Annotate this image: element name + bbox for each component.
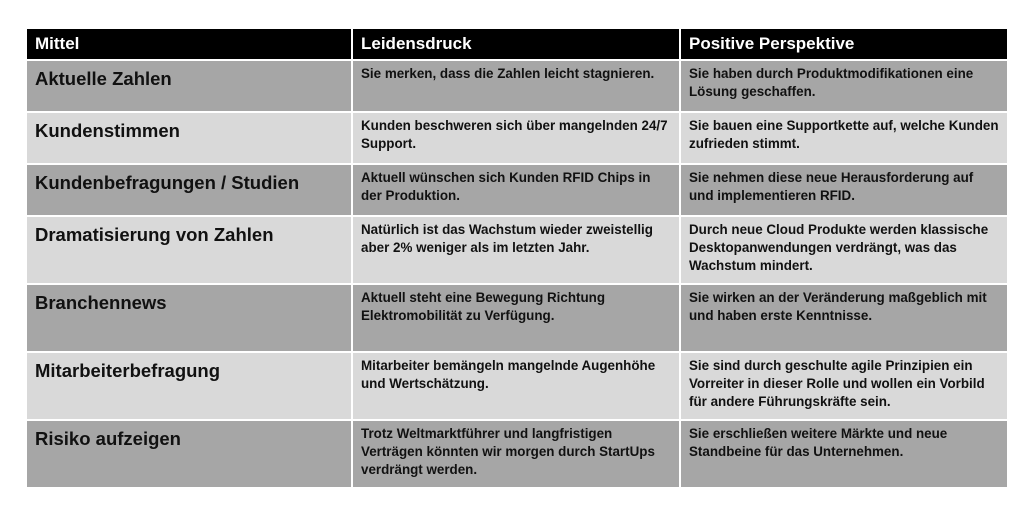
perspektive-cell: Durch neue Cloud Produkte werden klassische Desktopanwendungen verdrängt, was das Wachstum mindert. bbox=[681, 217, 1007, 283]
table-row bbox=[27, 61, 1007, 111]
table-row bbox=[27, 217, 1007, 283]
table-row bbox=[27, 421, 1007, 487]
perspektive-cell: Sie nehmen diese neue Herausforderung auf und implementieren RFID. bbox=[681, 165, 1007, 215]
mittel-cell: Aktuelle Zahlen bbox=[27, 61, 351, 111]
table-row bbox=[27, 285, 1007, 351]
leidensdruck-cell: Trotz Weltmarktführer und langfristigen Verträgen könnten wir morgen durch StartUps verdrängt werden. bbox=[353, 421, 679, 487]
leidensdruck-cell: Aktuell steht eine Bewegung Richtung Elektromobilität zu Verfügung. bbox=[353, 285, 679, 351]
perspektive-cell: Sie wirken an der Veränderung maßgeblich mit und haben erste Kenntnisse. bbox=[681, 285, 1007, 351]
mittel-cell: Branchennews bbox=[27, 285, 351, 351]
mittel-cell: Kundenbefragungen / Studien bbox=[27, 165, 351, 215]
header-leidensdruck: Leidensdruck bbox=[353, 29, 679, 59]
leidensdruck-cell: Kunden beschweren sich über mangelnden 24/7 Support. bbox=[353, 113, 679, 163]
mittel-table bbox=[25, 27, 1009, 489]
perspektive-cell: Sie haben durch Produktmodifikationen eine Lösung geschaffen. bbox=[681, 61, 1007, 111]
perspektive-cell: Sie erschließen weitere Märkte und neue Standbeine für das Unternehmen. bbox=[681, 421, 1007, 487]
mittel-cell: Kundenstimmen bbox=[27, 113, 351, 163]
header-mittel: Mittel bbox=[27, 29, 351, 59]
mittel-cell: Dramatisierung von Zahlen bbox=[27, 217, 351, 283]
mittel-cell: Mitarbeiterbefragung bbox=[27, 353, 351, 419]
leidensdruck-cell: Aktuell wünschen sich Kunden RFID Chips in der Produktion. bbox=[353, 165, 679, 215]
table-row bbox=[27, 165, 1007, 215]
leidensdruck-cell: Natürlich ist das Wachstum wieder zweistellig aber 2% weniger als im letzten Jahr. bbox=[353, 217, 679, 283]
mittel-cell: Risiko aufzeigen bbox=[27, 421, 351, 487]
leidensdruck-cell: Sie merken, dass die Zahlen leicht stagnieren. bbox=[353, 61, 679, 111]
leidensdruck-cell: Mitarbeiter bemängeln mangelnde Augenhöhe und Wertschätzung. bbox=[353, 353, 679, 419]
header-positive-perspektive: Positive Perspektive bbox=[681, 29, 1007, 59]
header-row bbox=[27, 29, 1007, 59]
perspektive-cell: Sie sind durch geschulte agile Prinzipien ein Vorreiter in dieser Rolle und wollen ein Vorbild für andere Führungskräfte sein. bbox=[681, 353, 1007, 419]
table-row bbox=[27, 113, 1007, 163]
perspektive-cell: Sie bauen eine Supportkette auf, welche Kunden zufrieden stimmt. bbox=[681, 113, 1007, 163]
table-row bbox=[27, 353, 1007, 419]
